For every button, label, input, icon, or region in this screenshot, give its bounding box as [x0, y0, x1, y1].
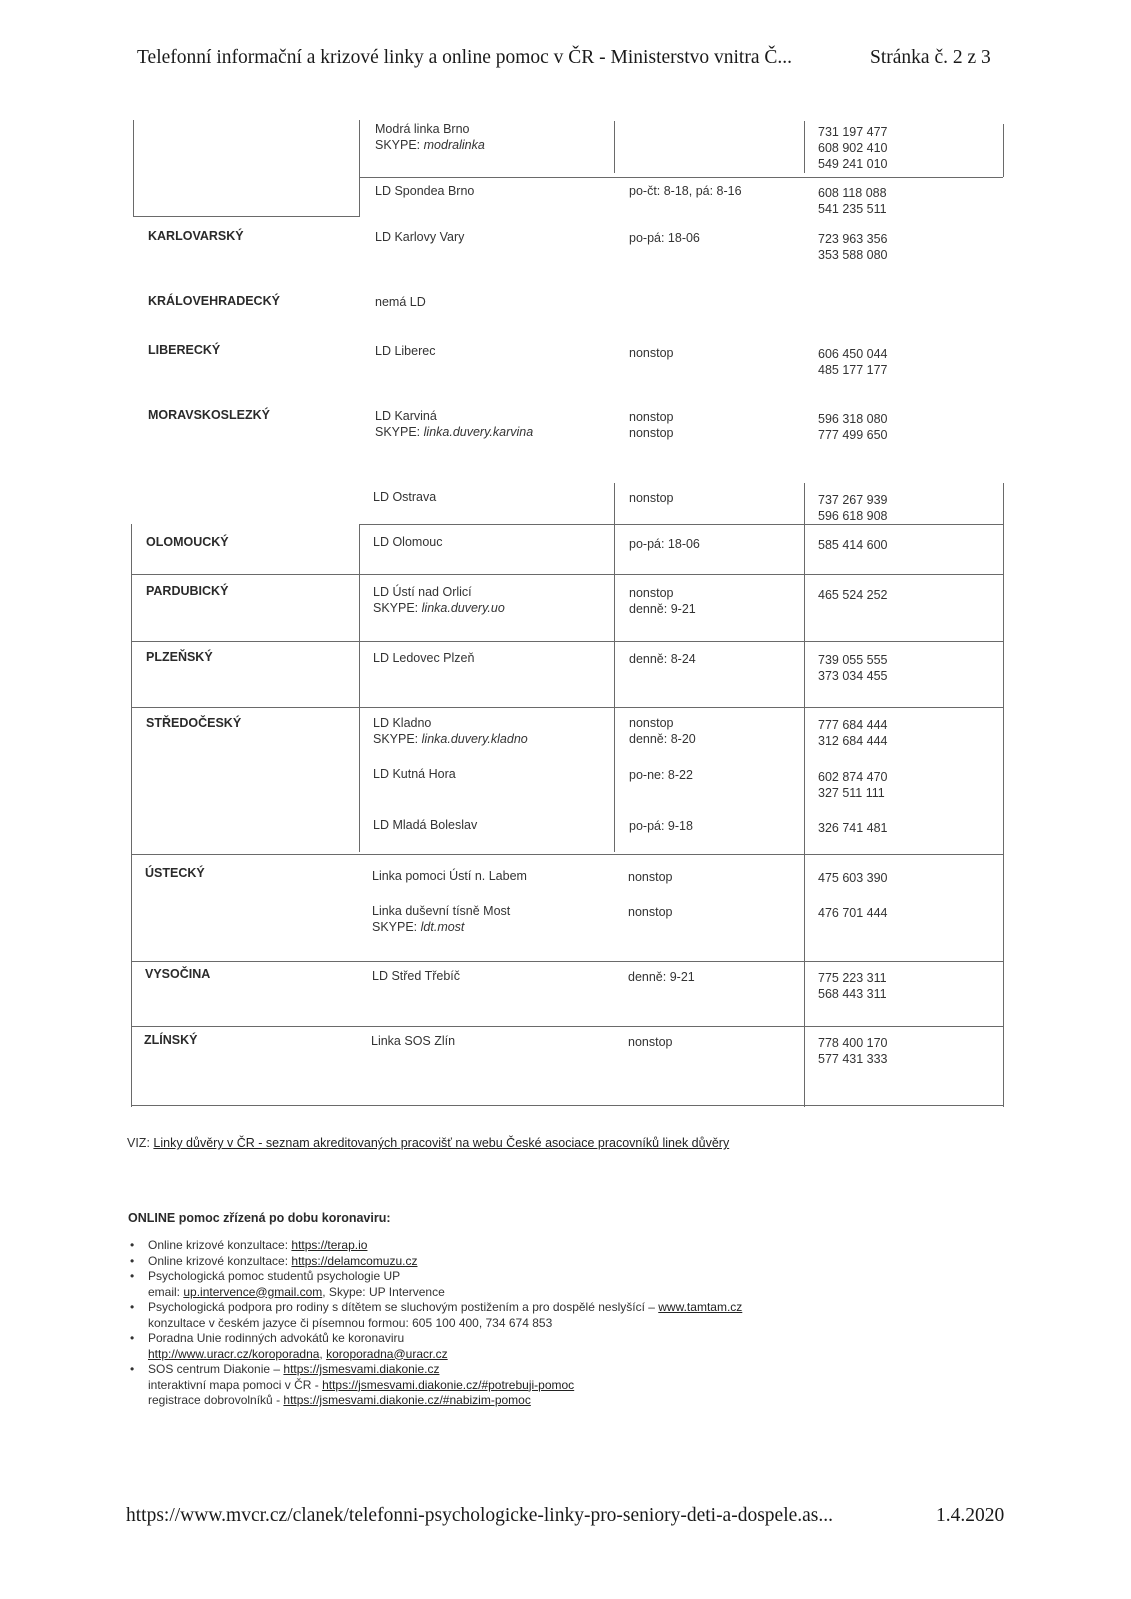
line-name: LD Ostrava	[373, 490, 437, 504]
item-text: registrace dobrovolníků -	[148, 1393, 284, 1407]
hours-line: nonstop	[629, 426, 674, 440]
opening-hours	[629, 585, 696, 617]
phone-number: 485 177 177	[818, 363, 888, 377]
item-text: konzultace v českém jazyce či písemnou formou: 605 100 400, 734 674 853	[148, 1315, 553, 1330]
hours-line: nonstop	[629, 716, 674, 730]
phone-list	[818, 587, 888, 603]
bullet-icon: •	[130, 1269, 135, 1283]
grid-line	[359, 120, 360, 217]
line-name-text: LD Karviná	[375, 409, 437, 423]
phone-number: 596 618 908	[818, 509, 888, 523]
footer-url: https://www.mvcr.cz/clanek/telefonni-psychologicke-linky-pro-seniory-deti-a-dospele.as...	[126, 1505, 834, 1526]
grid-line	[614, 483, 615, 524]
skype-contact	[375, 137, 485, 153]
terap-link[interactable]: https://terap.io	[291, 1238, 368, 1252]
phone-number: 585 414 600	[818, 538, 888, 552]
line-name: LD Ledovec Plzeň	[373, 651, 475, 665]
list-item	[128, 1254, 742, 1270]
list-item	[128, 1331, 742, 1347]
item-text: Psychologická podpora pro rodiny s dítětem se sluchovým postižením a pro dospělé neslyšící –	[148, 1300, 659, 1314]
item-text: Online krizové konzultace:	[148, 1253, 292, 1268]
phone-list	[818, 185, 887, 217]
region-name: ÚSTECKÝ	[145, 866, 205, 880]
phone-list	[818, 970, 887, 1002]
line-name-text: LD Kladno	[373, 716, 432, 730]
list-item	[128, 1362, 742, 1378]
bullet-icon: •	[130, 1331, 135, 1345]
phone-number: 327 511 111	[818, 786, 885, 800]
region-name: VYSOČINA	[145, 967, 211, 981]
phone-number: 739 055 555	[818, 653, 888, 667]
phone-list	[818, 820, 888, 836]
opening-hours: po-ne: 8-22	[629, 768, 693, 782]
opening-hours: nonstop	[629, 346, 674, 360]
phone-number: 577 431 333	[818, 1052, 888, 1066]
phone-list	[818, 905, 888, 921]
phone-number: 476 701 444	[818, 906, 888, 920]
bullet-icon: •	[130, 1300, 135, 1314]
item-text: Poradna Unie rodinných advokátů ke koronaviru	[148, 1331, 405, 1345]
line-name-text: LD Ústí nad Orlicí	[373, 585, 472, 599]
phone-number: 778 400 170	[818, 1036, 888, 1050]
line-name: LD Spondea Brno	[375, 184, 475, 198]
grid-line	[131, 641, 1003, 642]
grid-line	[131, 854, 1003, 855]
region-name: ZLÍNSKÝ	[144, 1033, 198, 1047]
grid-line	[131, 707, 1003, 708]
phone-number: 606 450 044	[818, 347, 888, 361]
list-item-continuation	[128, 1285, 742, 1301]
skype-contact	[373, 731, 528, 747]
skype-contact	[373, 600, 505, 616]
grid-line	[1003, 483, 1004, 1107]
region-name: LIBERECKÝ	[148, 343, 221, 357]
region-name: PARDUBICKÝ	[146, 584, 229, 598]
phone-number: 723 963 356	[818, 232, 888, 246]
grid-line	[131, 1026, 1003, 1027]
opening-hours: denně: 9-21	[628, 970, 695, 984]
line-name	[373, 584, 505, 616]
phone-list	[818, 652, 888, 684]
phone-number: 541 235 511	[818, 202, 887, 216]
grid-line	[131, 1105, 1003, 1106]
line-name: LD Liberec	[375, 344, 436, 358]
region-name: STŘEDOČESKÝ	[146, 716, 242, 730]
skype-label: SKYPE:	[373, 601, 422, 615]
phone-number: 475 603 390	[818, 871, 888, 885]
line-name	[373, 715, 528, 747]
phone-number: 777 499 650	[818, 428, 888, 442]
phone-number: 549 241 010	[818, 157, 888, 171]
list-item	[128, 1269, 742, 1285]
diakonie-help-map-link[interactable]: https://jsmesvami.diakonie.cz/#potrebuji-pomoc	[322, 1377, 575, 1392]
skype-label: SKYPE:	[375, 138, 424, 152]
bullet-icon: •	[130, 1238, 135, 1252]
see-also-prefix: VIZ:	[127, 1136, 154, 1150]
line-name: Linka pomoci Ústí n. Labem	[372, 869, 527, 883]
phone-list	[818, 231, 888, 263]
koroporadna-link[interactable]: http://www.uracr.cz/koroporadna	[148, 1346, 320, 1361]
phone-number: 608 902 410	[818, 141, 888, 155]
grid-line	[1003, 124, 1004, 177]
page-header	[137, 47, 991, 69]
hours-line: denně: 8-20	[629, 732, 696, 746]
tamtam-link[interactable]: www.tamtam.cz	[658, 1300, 743, 1314]
item-text: , Skype: UP Intervence	[322, 1284, 445, 1299]
line-name: Linka SOS Zlín	[371, 1034, 456, 1048]
phone-number: 353 588 080	[818, 248, 888, 262]
online-help-list	[128, 1238, 742, 1409]
skype-contact	[375, 424, 533, 440]
see-also-note	[127, 1136, 729, 1150]
phone-number: 608 118 088	[818, 186, 887, 200]
opening-hours: po-pá: 18-06	[629, 231, 700, 245]
line-name: LD Mladá Boleslav	[373, 818, 478, 832]
opening-hours	[629, 409, 673, 441]
opening-hours: nonstop	[628, 905, 673, 919]
opening-hours: po-čt: 8-18, pá: 8-16	[629, 184, 742, 198]
list-item-continuation	[128, 1316, 742, 1332]
region-name: MORAVSKOSLEZKÝ	[148, 408, 270, 422]
grid-line	[614, 121, 615, 173]
phone-number: 777 684 444	[818, 718, 888, 732]
region-name: PLZEŇSKÝ	[146, 650, 213, 664]
line-name	[375, 121, 485, 153]
opening-hours: po-pá: 18-06	[629, 537, 700, 551]
phone-list	[818, 769, 888, 801]
opening-hours: nonstop	[629, 491, 674, 505]
list-item-continuation	[128, 1378, 742, 1394]
region-name: KRÁLOVEHRADECKÝ	[148, 294, 280, 308]
skype-label: SKYPE:	[373, 732, 422, 746]
line-name	[375, 408, 533, 440]
phone-number: 775 223 311	[818, 971, 887, 985]
phone-number: 312 684 444	[818, 734, 888, 748]
grid-line	[133, 120, 134, 217]
phone-list	[818, 124, 888, 172]
opening-hours: nonstop	[628, 1035, 673, 1049]
skype-id: linka.duvery.kladno	[421, 732, 528, 746]
diakonie-link[interactable]: https://jsmesvami.diakonie.cz	[283, 1362, 440, 1376]
line-name: LD Kutná Hora	[373, 767, 456, 781]
line-name-text: Linka duševní tísně Most	[372, 904, 511, 918]
skype-contact	[372, 919, 510, 935]
list-item	[128, 1300, 742, 1316]
skype-id: linka.duvery.karvina	[423, 425, 534, 439]
grid-line	[359, 177, 1003, 178]
phone-number: 731 197 477	[818, 125, 888, 139]
page-number: Stránka č. 2 z 3	[870, 47, 991, 68]
list-item-continuation	[128, 1347, 742, 1363]
skype-label: SKYPE:	[372, 920, 421, 934]
item-text: interaktivní mapa pomoci v ČR -	[148, 1377, 323, 1392]
accredited-lines-link[interactable]: Linky důvěry v ČR - seznam akreditovaných pracovišť na webu České asociace pracovníků linek důvěry	[153, 1136, 730, 1150]
line-name: LD Střed Třebíč	[372, 969, 461, 983]
phone-list	[818, 537, 888, 553]
hours-line: nonstop	[629, 586, 674, 600]
online-help-heading: ONLINE pomoc zřízená po dobu koronaviru:	[128, 1211, 391, 1225]
grid-line	[133, 216, 359, 217]
item-text: email:	[148, 1284, 184, 1299]
phone-number: 568 443 311	[818, 987, 887, 1001]
phone-list	[818, 1035, 888, 1067]
grid-line	[131, 574, 1003, 575]
opening-hours: nonstop	[628, 870, 673, 884]
grid-line	[131, 961, 1003, 962]
opening-hours: denně: 8-24	[629, 652, 696, 666]
grid-line	[804, 483, 805, 1107]
skype-label: SKYPE:	[375, 425, 424, 439]
line-name-text: Modrá linka Brno	[375, 122, 470, 136]
line-name	[372, 903, 510, 935]
skype-id: linka.duvery.uo	[421, 601, 505, 615]
phone-number: 596 318 080	[818, 412, 888, 426]
line-name: nemá LD	[375, 295, 426, 309]
phone-number: 737 267 939	[818, 493, 888, 507]
item-text: Psychologická pomoc studentů psychologie UP	[148, 1269, 401, 1283]
hours-line: nonstop	[629, 410, 674, 424]
item-text: ,	[319, 1346, 327, 1361]
line-name: LD Olomouc	[373, 535, 443, 549]
phone-list	[818, 717, 888, 749]
list-item-continuation	[128, 1393, 742, 1409]
bullet-icon: •	[130, 1253, 135, 1268]
header-title: Telefonní informační a krizové linky a online pomoc v ČR - Ministerstvo vnitra Č...	[137, 47, 793, 68]
region-name: OLOMOUCKÝ	[146, 535, 229, 549]
up-intervence-email-link[interactable]: up.intervence@gmail.com	[183, 1284, 323, 1299]
line-name: LD Karlovy Vary	[375, 230, 465, 244]
page-footer	[126, 1505, 1005, 1527]
phone-list	[818, 411, 888, 443]
grid-line	[131, 524, 132, 1107]
region-name: KARLOVARSKÝ	[148, 229, 244, 243]
skype-id: modralinka	[423, 138, 485, 152]
phone-list	[818, 492, 888, 524]
phone-number: 373 034 455	[818, 669, 888, 683]
hours-line: denně: 9-21	[629, 602, 696, 616]
item-text: SOS centrum Diakonie –	[148, 1362, 284, 1376]
phone-list	[818, 346, 888, 378]
footer-date: 1.4.2020	[936, 1505, 1005, 1526]
phone-number: 326 741 481	[818, 821, 888, 835]
koroporadna-email-link[interactable]: koroporadna@uracr.cz	[326, 1346, 448, 1361]
diakonie-volunteer-link[interactable]: https://jsmesvami.diakonie.cz/#nabizim-pomoc	[283, 1393, 531, 1407]
grid-line	[804, 121, 805, 173]
delamcomuzu-link[interactable]: https://delamcomuzu.cz	[291, 1253, 418, 1268]
skype-id: ldt.most	[420, 920, 465, 934]
item-text: Online krizové konzultace:	[148, 1238, 292, 1252]
phone-number: 465 524 252	[818, 588, 888, 602]
list-item	[128, 1238, 742, 1254]
phone-list	[818, 870, 888, 886]
bullet-icon: •	[130, 1362, 135, 1376]
grid-line	[359, 524, 1003, 525]
opening-hours	[629, 715, 696, 747]
opening-hours: po-pá: 9-18	[629, 819, 693, 833]
phone-number: 602 874 470	[818, 770, 888, 784]
